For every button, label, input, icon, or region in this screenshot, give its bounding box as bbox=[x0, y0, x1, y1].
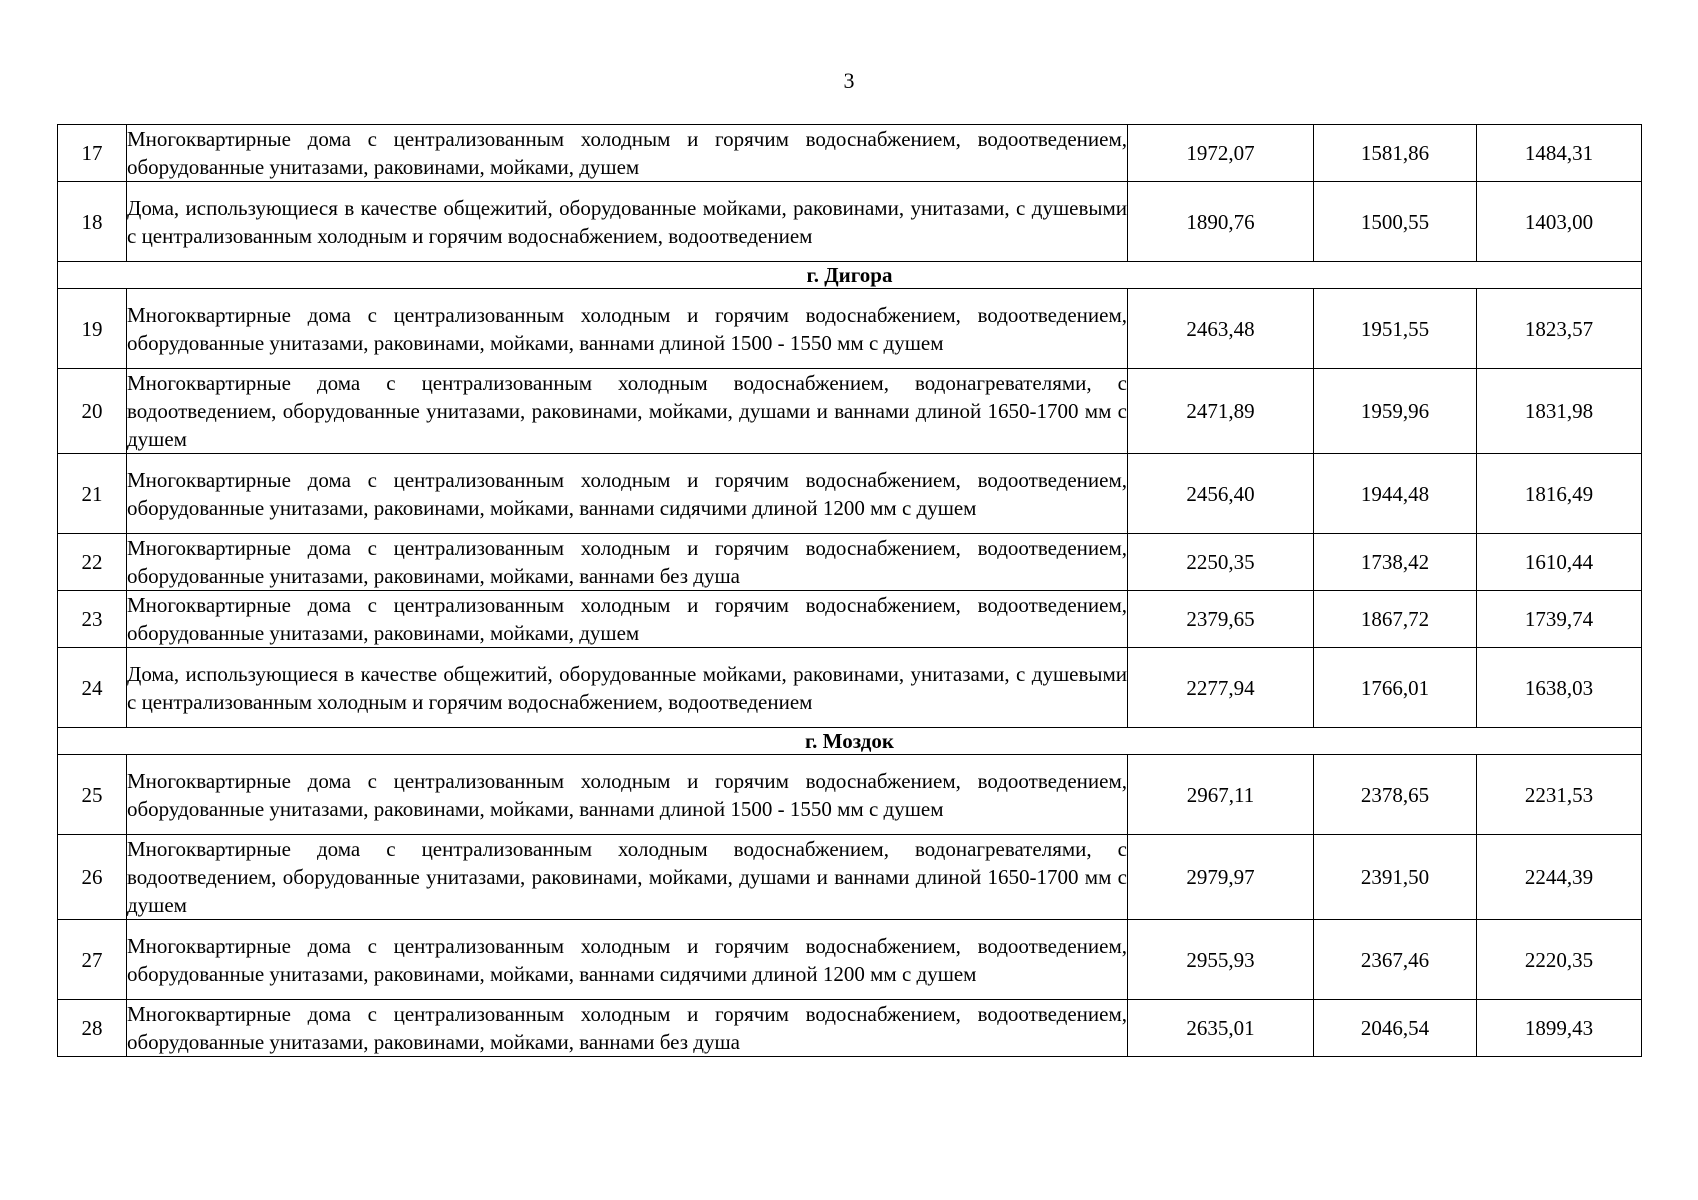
group-header-row bbox=[58, 728, 1642, 755]
row-description: Многоквартирные дома с централизованным холодным и горячим водоснабжением, водоотведением, оборудованные унитазами, раковинами, мойками, ваннами без душа bbox=[127, 1000, 1128, 1057]
row-number: 26 bbox=[58, 835, 127, 920]
value-col-2: 2391,50 bbox=[1314, 835, 1477, 920]
value-col-3: 1899,43 bbox=[1477, 1000, 1642, 1057]
row-description: Дома, использующиеся в качестве общежитий, оборудованные мойками, раковинами, унитазами, с душевыми с централизованным холодным и горячим водоснабжением, водоотведением bbox=[127, 648, 1128, 728]
value-col-3: 1739,74 bbox=[1477, 591, 1642, 648]
value-col-2: 2367,46 bbox=[1314, 920, 1477, 1000]
row-number: 21 bbox=[58, 454, 127, 534]
value-col-2: 1951,55 bbox=[1314, 289, 1477, 369]
row-number: 22 bbox=[58, 534, 127, 591]
row-description: Многоквартирные дома с централизованным холодным и горячим водоснабжением, водоотведением, оборудованные унитазами, раковинами, мойками, ваннами длиной 1500 - 1550 мм с душем bbox=[127, 755, 1128, 835]
row-description: Многоквартирные дома с централизованным холодным и горячим водоснабжением, водоотведением, оборудованные унитазами, раковинами, мойками, ваннами длиной 1500 - 1550 мм с душем bbox=[127, 289, 1128, 369]
row-description: Дома, использующиеся в качестве общежитий, оборудованные мойками, раковинами, унитазами, с душевыми с централизованным холодным и горячим водоснабжением, водоотведением bbox=[127, 182, 1128, 262]
row-number: 25 bbox=[58, 755, 127, 835]
table-row bbox=[58, 920, 1642, 1000]
value-col-1: 2955,93 bbox=[1128, 920, 1314, 1000]
row-number: 18 bbox=[58, 182, 127, 262]
value-col-3: 1816,49 bbox=[1477, 454, 1642, 534]
table-row bbox=[58, 125, 1642, 182]
row-description: Многоквартирные дома с централизованным холодным и горячим водоснабжением, водоотведением, оборудованные унитазами, раковинами, мойками, ваннами без душа bbox=[127, 534, 1128, 591]
table-row bbox=[58, 454, 1642, 534]
row-number: 27 bbox=[58, 920, 127, 1000]
value-col-3: 1823,57 bbox=[1477, 289, 1642, 369]
row-number: 24 bbox=[58, 648, 127, 728]
row-number: 28 bbox=[58, 1000, 127, 1057]
group-title: г. Моздок bbox=[58, 728, 1642, 755]
value-col-1: 2635,01 bbox=[1128, 1000, 1314, 1057]
table-row bbox=[58, 835, 1642, 920]
table-row bbox=[58, 1000, 1642, 1057]
row-description: Многоквартирные дома с централизованным холодным и горячим водоснабжением, водоотведением, оборудованные унитазами, раковинами, мойками, ваннами сидячими длиной 1200 мм с душем bbox=[127, 454, 1128, 534]
value-col-3: 1831,98 bbox=[1477, 369, 1642, 454]
value-col-2: 1581,86 bbox=[1314, 125, 1477, 182]
value-col-1: 2277,94 bbox=[1128, 648, 1314, 728]
row-description: Многоквартирные дома с централизованным холодным и горячим водоснабжением, водоотведением, оборудованные унитазами, раковинами, мойками, душем bbox=[127, 125, 1128, 182]
value-col-1: 1972,07 bbox=[1128, 125, 1314, 182]
value-col-3: 2220,35 bbox=[1477, 920, 1642, 1000]
value-col-3: 1484,31 bbox=[1477, 125, 1642, 182]
value-col-1: 2379,65 bbox=[1128, 591, 1314, 648]
value-col-1: 2979,97 bbox=[1128, 835, 1314, 920]
value-col-2: 1738,42 bbox=[1314, 534, 1477, 591]
tariff-table bbox=[57, 124, 1642, 1057]
value-col-1: 2463,48 bbox=[1128, 289, 1314, 369]
value-col-3: 1638,03 bbox=[1477, 648, 1642, 728]
value-col-1: 1890,76 bbox=[1128, 182, 1314, 262]
value-col-2: 1500,55 bbox=[1314, 182, 1477, 262]
table-row bbox=[58, 369, 1642, 454]
row-description: Многоквартирные дома с централизованным холодным и горячим водоснабжением, водоотведением, оборудованные унитазами, раковинами, мойками, душем bbox=[127, 591, 1128, 648]
row-number: 17 bbox=[58, 125, 127, 182]
value-col-1: 2471,89 bbox=[1128, 369, 1314, 454]
value-col-1: 2967,11 bbox=[1128, 755, 1314, 835]
row-description: Многоквартирные дома с централизованным холодным и горячим водоснабжением, водоотведением, оборудованные унитазами, раковинами, мойками, ваннами сидячими длиной 1200 мм с душем bbox=[127, 920, 1128, 1000]
value-col-3: 1403,00 bbox=[1477, 182, 1642, 262]
value-col-2: 2046,54 bbox=[1314, 1000, 1477, 1057]
group-header-row bbox=[58, 262, 1642, 289]
value-col-3: 2244,39 bbox=[1477, 835, 1642, 920]
table-row bbox=[58, 534, 1642, 591]
table-row bbox=[58, 591, 1642, 648]
value-col-2: 2378,65 bbox=[1314, 755, 1477, 835]
row-description: Многоквартирные дома с централизованным холодным водоснабжением, водонагревателями, с водоотведением, оборудованные унитазами, раковинами, мойками, душами и ваннами длиной 1650-1700 мм с душем bbox=[127, 369, 1128, 454]
page-number: 3 bbox=[843, 68, 855, 93]
value-col-2: 1944,48 bbox=[1314, 454, 1477, 534]
value-col-2: 1867,72 bbox=[1314, 591, 1477, 648]
value-col-2: 1766,01 bbox=[1314, 648, 1477, 728]
row-description: Многоквартирные дома с централизованным холодным водоснабжением, водонагревателями, с водоотведением, оборудованные унитазами, раковинами, мойками, душами и ваннами длиной 1650-1700 мм с душем bbox=[127, 835, 1128, 920]
table-row bbox=[58, 182, 1642, 262]
value-col-1: 2456,40 bbox=[1128, 454, 1314, 534]
table-row bbox=[58, 289, 1642, 369]
group-title: г. Дигора bbox=[58, 262, 1642, 289]
table-row bbox=[58, 648, 1642, 728]
tariff-table-body bbox=[58, 125, 1642, 1057]
row-number: 19 bbox=[58, 289, 127, 369]
value-col-1: 2250,35 bbox=[1128, 534, 1314, 591]
value-col-3: 1610,44 bbox=[1477, 534, 1642, 591]
row-number: 20 bbox=[58, 369, 127, 454]
value-col-2: 1959,96 bbox=[1314, 369, 1477, 454]
row-number: 23 bbox=[58, 591, 127, 648]
table-row bbox=[58, 755, 1642, 835]
value-col-3: 2231,53 bbox=[1477, 755, 1642, 835]
